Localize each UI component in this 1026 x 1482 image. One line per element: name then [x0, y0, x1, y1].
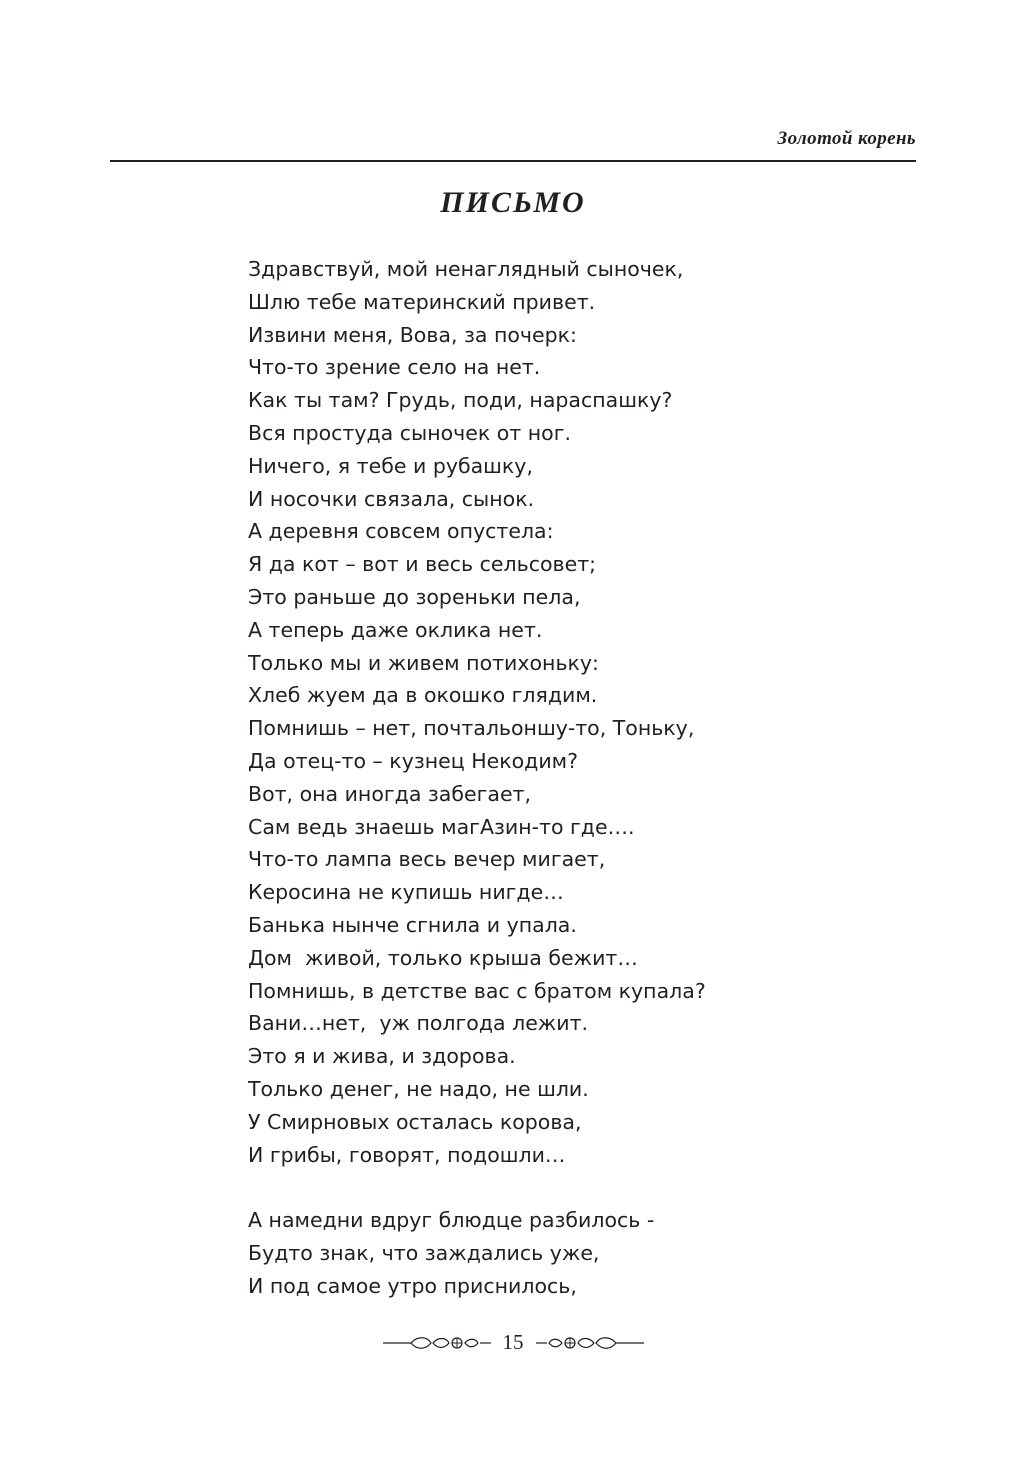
poem-line: И носочки связала, сынок.: [248, 486, 535, 511]
poem-line: Как ты там? Грудь, поди, нараспашку?: [248, 388, 673, 413]
ornament-flourish-right-icon: [534, 1334, 646, 1352]
page-number: 15: [502, 1330, 524, 1354]
poem-line: Это я и жива, и здорова.: [248, 1044, 516, 1069]
poem-line: Помнишь, в детстве вас с братом купала?: [248, 978, 706, 1003]
poem-line: Банька нынче сгнила и упала.: [248, 912, 577, 937]
poem-line: Я да кот – вот и весь сельсовет;: [248, 552, 597, 577]
header-divider: [110, 160, 916, 162]
poem-line: Здравствуй, мой ненаглядный сыночек,: [248, 257, 684, 281]
poem-line: Вот, она иногда забегает,: [248, 781, 532, 806]
poem-line: Только мы и живем потихоньку:: [248, 650, 599, 675]
ornament-flourish-left-icon: [381, 1334, 493, 1352]
poem-line: А теперь даже оклика нет.: [248, 617, 543, 642]
poem-line: Хлеб жуем да в окошко глядим.: [248, 683, 598, 708]
poem-line: Будто знак, что заждались уже,: [248, 1240, 600, 1265]
poem-line: Вани…нет, уж полгода лежит.: [248, 1011, 589, 1036]
poem-line: Вся простуда сыночек от ног.: [248, 420, 571, 445]
poem-line: Сам ведь знаешь магАзин-то где….: [248, 814, 635, 839]
poem-stanza-break: [248, 1171, 948, 1204]
poem-line: У Смирновых осталась корова,: [248, 1109, 582, 1134]
poem-line: Дом живой, только крыша бежит…: [248, 945, 638, 970]
poem-line: Керосина не купишь нигде…: [248, 880, 564, 905]
page-title: ПИСЬМО: [440, 186, 586, 219]
poem-line: Шлю тебе материнский привет.: [248, 289, 596, 314]
poem-line: А намедни вдруг блюдце разбилось -: [248, 1208, 655, 1233]
poem-line: Помнишь – нет, почтальоншу-то, Тоньку,: [248, 716, 695, 741]
poem-line: Это раньше до зореньки пела,: [248, 584, 581, 609]
poem-line: Извини меня, Вова, за почерк:: [248, 322, 577, 347]
poem-line: И грибы, говорят, подошли…: [248, 1142, 566, 1167]
poem-body: [248, 253, 948, 1303]
poem-line: Да отец-то – кузнец Некодим?: [248, 748, 579, 773]
running-head: Золотой корень: [777, 128, 916, 149]
page-footer: [0, 1330, 1026, 1355]
poem-line: А деревня совсем опустела:: [248, 519, 554, 544]
poem-line: Ничего, я тебе и рубашку,: [248, 453, 533, 478]
poem-line: И под самое утро приснилось,: [248, 1273, 577, 1298]
poem-line: Что-то лампа весь вечер мигает,: [248, 847, 606, 872]
poem-line: Только денег, не надо, не шли.: [248, 1076, 589, 1101]
poem-line: Что-то зрение село на нет.: [248, 355, 541, 380]
